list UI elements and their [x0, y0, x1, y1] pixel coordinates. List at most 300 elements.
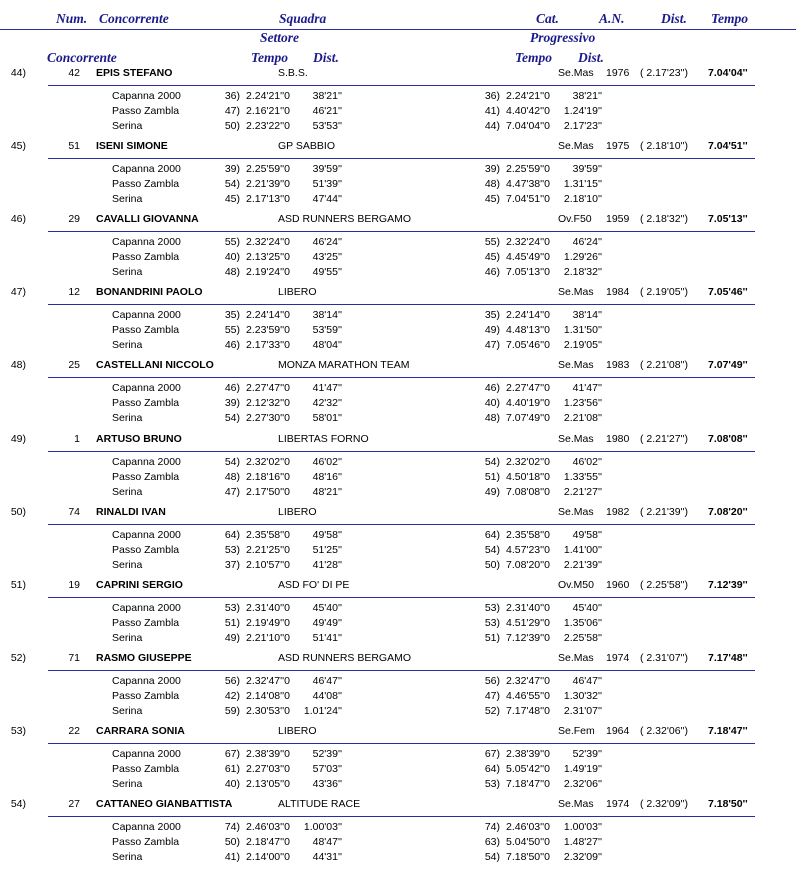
- header-concorrente-sub: Concorrente: [47, 50, 117, 65]
- split-sector-time: 2.19'24''0: [246, 266, 290, 279]
- split-sector-gap: 43'36'': [312, 777, 342, 790]
- split-sector: Capanna 2000: [112, 309, 181, 322]
- entry-total-time: 7.07'49'': [708, 359, 748, 372]
- result-entry: [0, 651, 796, 728]
- split-sector: Passo Zambla: [112, 105, 180, 117]
- split-sector-time: 2.38'39''0: [246, 747, 290, 760]
- split-progressive-gap: 1.48'27'': [563, 836, 602, 848]
- result-entry: [0, 213, 796, 289]
- split-progressive-time: 4.45'49''0: [506, 251, 550, 264]
- split-progressive-position: 64): [484, 528, 500, 541]
- split-sector-gap: 44'08'': [312, 689, 342, 702]
- split-sector-position: 49): [224, 631, 240, 644]
- split-sector-time: 2.14'08''0: [246, 689, 290, 702]
- split-sector: Serina: [112, 777, 143, 790]
- split-progressive-gap: 1.41'00'': [563, 543, 602, 556]
- entry-position: 54): [10, 798, 26, 810]
- result-entry: [0, 359, 796, 435]
- split-progressive-time: 2.32'24''0: [506, 236, 550, 249]
- entry-gap: ( 2.31'07''): [640, 651, 689, 664]
- entry-gap: ( 2.21'27''): [640, 432, 689, 445]
- entry-divider: [48, 304, 755, 305]
- split-progressive-time: 7.08'20''0: [506, 558, 550, 571]
- split-progressive-position: 45): [484, 193, 500, 206]
- split-sector: Capanna 2000: [112, 747, 181, 760]
- split-progressive-time: 2.27'47''0: [506, 382, 550, 395]
- split-progressive-position: 48): [484, 412, 500, 425]
- split-progressive-gap: 2.31'07'': [563, 704, 602, 717]
- split-sector-gap: 47'44'': [312, 193, 342, 206]
- entry-birth-year: 1980: [606, 432, 630, 445]
- split-progressive-time: 5.04'50''0: [506, 836, 550, 848]
- entry-team: LIBERO: [278, 286, 317, 299]
- split-sector-time: 2.23'59''0: [246, 324, 290, 337]
- entry-total-time: 7.18'47'': [708, 724, 748, 737]
- entry-total-time: 7.04'51'': [708, 140, 748, 153]
- entry-team: MONZA MARATHON TEAM: [278, 359, 410, 372]
- split-sector-gap: 38'21'': [312, 90, 342, 102]
- header-prog-tempo: Tempo: [515, 50, 552, 65]
- header-squadra: Squadra: [279, 11, 327, 26]
- split-sector-position: 35): [224, 309, 240, 322]
- split-sector-time: 2.27'30''0: [246, 412, 290, 425]
- entry-birth-year: 1960: [606, 578, 630, 591]
- split-sector: Passo Zambla: [112, 616, 180, 629]
- entry-position: 50): [10, 505, 26, 518]
- entry-gap: ( 2.32'06''): [640, 724, 689, 737]
- split-sector: Capanna 2000: [112, 382, 181, 395]
- entry-number: 71: [68, 651, 80, 664]
- entry-birth-year: 1984: [606, 286, 630, 299]
- split-sector-position: 36): [224, 90, 240, 102]
- entry-gap: ( 2.32'09''): [640, 798, 689, 810]
- split-sector: Passo Zambla: [112, 470, 180, 483]
- entry-number: 12: [68, 286, 80, 299]
- split-sector-time: 2.21'39''0: [246, 178, 290, 191]
- split-sector-gap: 46'47'': [312, 674, 342, 687]
- entry-divider: [48, 524, 755, 525]
- entry-gap: ( 2.18'32''): [640, 213, 689, 226]
- entry-position: 45): [10, 140, 26, 153]
- split-sector-gap: 41'28'': [312, 558, 342, 571]
- entry-team: S.B.S.: [278, 67, 308, 79]
- entry-number: 25: [68, 359, 80, 372]
- split-progressive-gap: 46'47'': [572, 674, 602, 687]
- split-sector: Passo Zambla: [112, 251, 180, 264]
- split-progressive-gap: 39'59'': [572, 163, 602, 176]
- split-sector: Passo Zambla: [112, 689, 180, 702]
- entry-total-time: 7.18'50'': [708, 798, 748, 810]
- entry-team: ASD FO' DI PE: [278, 578, 350, 591]
- split-progressive-position: 54): [484, 543, 500, 556]
- split-progressive-position: 47): [484, 339, 500, 352]
- split-sector: Passo Zambla: [112, 836, 180, 848]
- split-progressive-time: 2.24'14''0: [506, 309, 550, 322]
- split-sector: Capanna 2000: [112, 163, 181, 176]
- split-sector-position: 40): [224, 251, 240, 264]
- split-progressive-position: 54): [484, 851, 500, 863]
- entry-category: Se.Mas: [558, 359, 594, 372]
- split-sector-time: 2.23'22''0: [246, 120, 290, 132]
- split-progressive-position: 49): [484, 485, 500, 498]
- entry-total-time: 7.08'20'': [708, 505, 748, 518]
- split-sector-position: 37): [224, 558, 240, 571]
- split-progressive-time: 5.05'42''0: [506, 762, 550, 775]
- entry-birth-year: 1974: [606, 651, 630, 664]
- header-prog-dist: Dist.: [578, 50, 604, 65]
- split-sector-position: 53): [224, 543, 240, 556]
- split-sector-gap: 53'53'': [312, 120, 342, 132]
- split-sector-time: 2.31'40''0: [246, 601, 290, 614]
- split-progressive-time: 4.40'19''0: [506, 397, 550, 410]
- entry-birth-year: 1982: [606, 505, 630, 518]
- split-sector-time: 2.13'25''0: [246, 251, 290, 264]
- split-sector-time: 2.10'57''0: [246, 558, 290, 571]
- split-progressive-time: 2.32'02''0: [506, 455, 550, 468]
- result-entry: [0, 798, 796, 874]
- split-sector: Serina: [112, 485, 143, 498]
- split-progressive-position: 63): [484, 836, 500, 848]
- split-sector-position: 42): [224, 689, 240, 702]
- split-sector-position: 74): [224, 821, 240, 833]
- split-progressive-gap: 1.49'19'': [563, 762, 602, 775]
- split-sector-time: 2.32'02''0: [246, 455, 290, 468]
- split-progressive-position: 50): [484, 558, 500, 571]
- entry-number: 27: [68, 798, 80, 810]
- split-sector-time: 2.12'32''0: [246, 397, 290, 410]
- split-progressive-gap: 2.21'08'': [563, 412, 602, 425]
- header-concorrente: Concorrente: [99, 11, 169, 26]
- split-sector-gap: 43'25'': [312, 251, 342, 264]
- entry-category: Ov.M50: [558, 578, 594, 591]
- entry-name: RASMO GIUSEPPE: [96, 651, 192, 664]
- entry-category: Ov.F50: [558, 213, 592, 226]
- split-sector-gap: 38'14'': [312, 309, 342, 322]
- split-sector-position: 56): [224, 674, 240, 687]
- split-sector-time: 2.24'21''0: [246, 90, 290, 102]
- entry-position: 49): [10, 432, 26, 445]
- split-sector: Serina: [112, 704, 143, 717]
- split-sector-position: 47): [224, 105, 240, 117]
- split-progressive-position: 36): [484, 90, 500, 102]
- split-progressive-gap: 1.23'56'': [563, 397, 602, 410]
- entry-birth-year: 1976: [606, 67, 630, 79]
- split-sector-gap: 1.00'03'': [303, 821, 342, 833]
- split-sector-gap: 48'21'': [312, 485, 342, 498]
- split-sector: Serina: [112, 120, 143, 132]
- header-num: Num.: [56, 11, 88, 26]
- entry-name: CAPRINI SERGIO: [96, 578, 183, 591]
- entry-divider: [48, 451, 755, 452]
- split-progressive-time: 7.17'48''0: [506, 704, 550, 717]
- split-sector: Serina: [112, 266, 143, 279]
- entry-name: RINALDI IVAN: [96, 505, 166, 518]
- entry-total-time: 7.12'39'': [708, 578, 748, 591]
- entry-number: 42: [68, 67, 80, 79]
- split-sector-gap: 45'40'': [312, 601, 342, 614]
- split-progressive-time: 4.40'42''0: [506, 105, 550, 117]
- split-sector: Capanna 2000: [112, 236, 181, 249]
- split-progressive-time: 7.08'08''0: [506, 485, 550, 498]
- split-progressive-gap: 1.35'06'': [563, 616, 602, 629]
- split-sector-position: 64): [224, 528, 240, 541]
- split-progressive-time: 4.48'13''0: [506, 324, 550, 337]
- entry-divider: [48, 743, 755, 744]
- split-sector-gap: 52'39'': [312, 747, 342, 760]
- entry-total-time: 7.04'04'': [708, 67, 748, 79]
- entry-divider: [48, 597, 755, 598]
- split-sector-gap: 58'01'': [312, 412, 342, 425]
- header-dist: Dist.: [661, 11, 687, 26]
- split-progressive-position: 55): [484, 236, 500, 249]
- entry-position: 52): [10, 651, 26, 664]
- split-sector-time: 2.18'16''0: [246, 470, 290, 483]
- split-sector-position: 50): [224, 120, 240, 132]
- entry-team: LIBERO: [278, 724, 317, 737]
- split-sector-position: 55): [224, 236, 240, 249]
- split-progressive-gap: 2.19'05'': [563, 339, 602, 352]
- split-sector-time: 2.27'47''0: [246, 382, 290, 395]
- split-progressive-gap: 46'02'': [572, 455, 602, 468]
- split-sector-gap: 1.01'24'': [303, 704, 342, 717]
- split-progressive-position: 52): [484, 704, 500, 717]
- split-sector-position: 54): [224, 412, 240, 425]
- header-an: A.N.: [599, 11, 625, 26]
- split-sector-position: 67): [224, 747, 240, 760]
- result-entry: [0, 578, 796, 655]
- split-sector-gap: 39'59'': [312, 163, 342, 176]
- split-progressive-gap: 45'40'': [572, 601, 602, 614]
- split-sector-time: 2.14'00''0: [246, 851, 290, 863]
- split-progressive-gap: 1.29'26'': [563, 251, 602, 264]
- split-sector-gap: 48'16'': [312, 470, 342, 483]
- split-sector: Passo Zambla: [112, 762, 180, 775]
- header-tempo: Tempo: [711, 11, 748, 26]
- split-progressive-gap: 1.00'03'': [563, 821, 602, 833]
- split-progressive-position: 49): [484, 324, 500, 337]
- entry-team: LIBERTAS FORNO: [278, 432, 369, 445]
- entry-gap: ( 2.21'08''): [640, 359, 689, 372]
- entry-number: 74: [68, 505, 80, 518]
- entry-divider: [48, 231, 755, 232]
- result-entry: [0, 140, 796, 216]
- split-sector-gap: 42'32'': [312, 397, 342, 410]
- split-progressive-time: 7.12'39''0: [506, 631, 550, 644]
- entry-position: 46): [10, 213, 26, 226]
- entry-category: Se.Mas: [558, 432, 594, 445]
- split-progressive-position: 54): [484, 455, 500, 468]
- split-sector-time: 2.32'47''0: [246, 674, 290, 687]
- entry-gap: ( 2.17'23''): [640, 67, 689, 79]
- entry-category: Se.Mas: [558, 286, 594, 299]
- split-progressive-position: 48): [484, 178, 500, 191]
- entry-total-time: 7.05'13'': [708, 213, 748, 226]
- entry-gap: ( 2.18'10''): [640, 140, 689, 153]
- entry-team: ALTITUDE RACE: [278, 798, 361, 810]
- split-sector-time: 2.25'59''0: [246, 163, 290, 176]
- split-sector: Capanna 2000: [112, 528, 181, 541]
- split-sector-time: 2.17'13''0: [246, 193, 290, 206]
- split-progressive-time: 7.05'13''0: [506, 266, 550, 279]
- split-sector-gap: 53'59'': [312, 324, 342, 337]
- split-progressive-time: 2.24'21''0: [506, 90, 550, 102]
- header-settore-dist: Dist.: [313, 50, 339, 65]
- split-sector-gap: 49'58'': [312, 528, 342, 541]
- split-sector-position: 54): [224, 455, 240, 468]
- entry-divider: [48, 816, 755, 817]
- split-sector: Passo Zambla: [112, 178, 180, 191]
- split-sector-position: 46): [224, 339, 240, 352]
- split-progressive-position: 35): [484, 309, 500, 322]
- result-entry: [0, 286, 796, 362]
- split-sector: Serina: [112, 412, 143, 425]
- split-sector: Capanna 2000: [112, 674, 181, 687]
- split-sector-time: 2.17'33''0: [246, 339, 290, 352]
- split-sector-position: 55): [224, 324, 240, 337]
- entry-position: 47): [10, 286, 26, 299]
- entry-category: Se.Mas: [558, 140, 594, 153]
- split-progressive-gap: 2.21'39'': [563, 558, 602, 571]
- split-sector-time: 2.16'21''0: [246, 105, 290, 117]
- split-sector-gap: 51'39'': [312, 178, 342, 191]
- split-sector-gap: 48'04'': [312, 339, 342, 352]
- entry-birth-year: 1959: [606, 213, 630, 226]
- split-progressive-gap: 41'47'': [572, 382, 602, 395]
- split-progressive-gap: 1.31'50'': [563, 324, 602, 337]
- entry-team: GP SABBIO: [278, 140, 335, 153]
- split-progressive-position: 39): [484, 163, 500, 176]
- entry-position: 48): [10, 359, 26, 372]
- split-sector: Passo Zambla: [112, 543, 180, 556]
- entry-birth-year: 1975: [606, 140, 630, 153]
- split-progressive-time: 2.32'47''0: [506, 674, 550, 687]
- split-progressive-gap: 1.30'32'': [563, 689, 602, 702]
- result-entry: [0, 432, 796, 509]
- entry-name: EPIS STEFANO: [96, 67, 173, 79]
- split-progressive-position: 40): [484, 397, 500, 410]
- split-progressive-gap: 46'24'': [572, 236, 602, 249]
- entry-number: 19: [68, 578, 80, 591]
- split-sector-gap: 41'47'': [312, 382, 342, 395]
- entry-birth-year: 1974: [606, 798, 630, 810]
- split-sector-time: 2.30'53''0: [246, 704, 290, 717]
- split-sector: Serina: [112, 339, 143, 352]
- header-cat: Cat.: [536, 11, 559, 26]
- split-sector-gap: 51'41'': [312, 631, 342, 644]
- split-progressive-position: 51): [484, 470, 500, 483]
- entry-divider: [48, 670, 755, 671]
- split-progressive-gap: 1.31'15'': [563, 178, 602, 191]
- entry-birth-year: 1964: [606, 724, 630, 737]
- entry-divider: [48, 85, 755, 86]
- split-progressive-gap: 2.32'09'': [563, 851, 602, 863]
- entry-team: ASD RUNNERS BERGAMO: [278, 213, 412, 226]
- split-sector-time: 2.17'50''0: [246, 485, 290, 498]
- split-progressive-time: 4.47'38''0: [506, 178, 550, 191]
- split-sector-time: 2.21'10''0: [246, 631, 290, 644]
- entry-position: 53): [10, 724, 26, 737]
- entry-name: BONANDRINI PAOLO: [96, 286, 203, 299]
- split-sector-gap: 49'55'': [312, 266, 342, 279]
- entry-name: ISENI SIMONE: [96, 140, 168, 153]
- split-progressive-time: 7.04'51''0: [506, 193, 550, 206]
- split-progressive-gap: 2.32'06'': [563, 777, 602, 790]
- split-sector: Serina: [112, 851, 143, 863]
- entry-category: Se.Mas: [558, 67, 594, 79]
- split-progressive-gap: 1.33'55'': [563, 470, 602, 483]
- split-sector: Capanna 2000: [112, 455, 181, 468]
- split-sector-time: 2.21'25''0: [246, 543, 290, 556]
- entry-team: ASD RUNNERS BERGAMO: [278, 651, 412, 664]
- entry-number: 51: [68, 140, 80, 153]
- split-progressive-position: 46): [484, 382, 500, 395]
- split-progressive-gap: 49'58'': [572, 528, 602, 541]
- entry-divider: [48, 377, 755, 378]
- split-sector: Capanna 2000: [112, 90, 181, 102]
- split-sector-position: 40): [224, 777, 240, 790]
- entry-position: 44): [10, 67, 26, 79]
- split-progressive-position: 56): [484, 674, 500, 687]
- split-sector-time: 2.19'49''0: [246, 616, 290, 629]
- result-entry: [0, 67, 796, 143]
- split-sector: Serina: [112, 631, 143, 644]
- split-sector-position: 59): [224, 704, 240, 717]
- split-progressive-gap: 38'21'': [572, 90, 602, 102]
- split-progressive-gap: 2.21'27'': [563, 485, 602, 498]
- header-settore-tempo: Tempo: [251, 50, 288, 65]
- split-progressive-gap: 2.17'23'': [563, 120, 602, 132]
- split-progressive-time: 7.18'47''0: [506, 777, 550, 790]
- split-sector-time: 2.13'05''0: [246, 777, 290, 790]
- split-sector-time: 2.46'03''0: [246, 821, 290, 833]
- split-sector-position: 39): [224, 163, 240, 176]
- entry-total-time: 7.05'46'': [708, 286, 748, 299]
- split-sector-gap: 46'02'': [312, 455, 342, 468]
- entry-name: CAVALLI GIOVANNA: [96, 213, 199, 226]
- split-progressive-position: 67): [484, 747, 500, 760]
- entry-gap: ( 2.25'58''): [640, 578, 689, 591]
- split-progressive-time: 7.05'46''0: [506, 339, 550, 352]
- split-sector-gap: 46'21'': [312, 105, 342, 117]
- split-progressive-position: 74): [484, 821, 500, 833]
- split-progressive-time: 7.18'50''0: [506, 851, 550, 863]
- split-sector-time: 2.24'14''0: [246, 309, 290, 322]
- entry-total-time: 7.08'08'': [708, 432, 748, 445]
- split-sector: Passo Zambla: [112, 397, 180, 410]
- split-sector-position: 48): [224, 266, 240, 279]
- entry-gap: ( 2.21'39''): [640, 505, 689, 518]
- header-divider: [0, 29, 796, 30]
- split-sector-gap: 51'25'': [312, 543, 342, 556]
- header-settore: Settore: [260, 30, 299, 45]
- split-sector-position: 41): [224, 851, 240, 863]
- split-sector-time: 2.18'47''0: [246, 836, 290, 848]
- split-progressive-time: 2.46'03''0: [506, 821, 550, 833]
- split-sector-gap: 57'03'': [312, 762, 342, 775]
- entry-number: 1: [74, 432, 80, 445]
- result-entry: [0, 505, 796, 582]
- split-progressive-time: 2.35'58''0: [506, 528, 550, 541]
- split-progressive-gap: 2.25'58'': [563, 631, 602, 644]
- split-sector-position: 39): [224, 397, 240, 410]
- split-sector-position: 46): [224, 382, 240, 395]
- split-sector: Serina: [112, 558, 143, 571]
- split-progressive-gap: 52'39'': [572, 747, 602, 760]
- split-progressive-time: 2.25'59''0: [506, 163, 550, 176]
- split-progressive-gap: 2.18'10'': [563, 193, 602, 206]
- entry-name: CATTANEO GIANBATTISTA: [96, 798, 233, 810]
- entry-category: Se.Mas: [558, 651, 594, 664]
